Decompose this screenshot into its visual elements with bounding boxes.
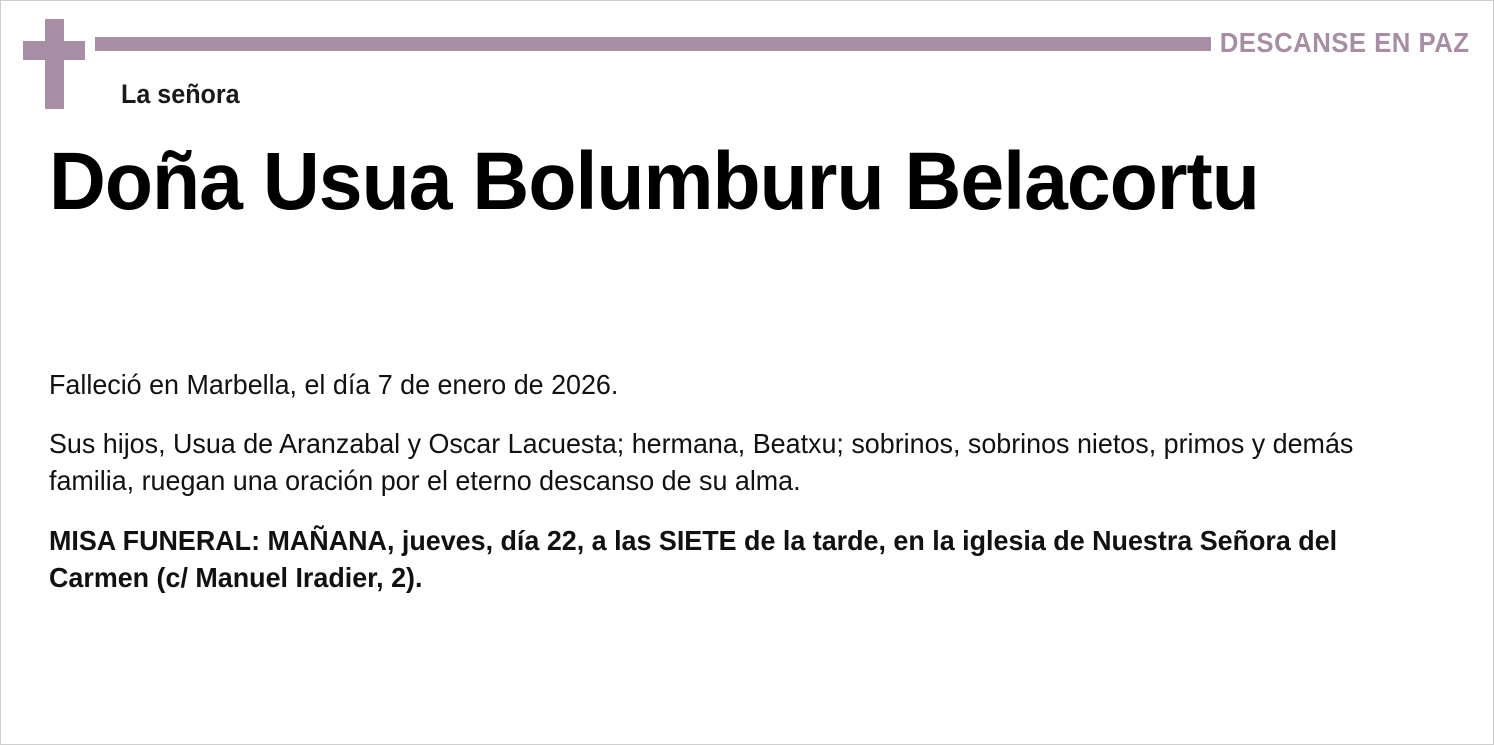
honorific-prefix: La señora [121,79,240,109]
cross-icon [23,19,85,109]
obituary-body [49,366,1438,596]
obituary-header [1,1,1493,121]
header-rule [95,37,1211,51]
rest-in-peace-text: DESCANSE EN PAZ [1219,27,1469,58]
deceased-name: Doña Usua Bolumburu Belacortu [49,136,1259,227]
obituary-paragraph-family: Sus hijos, Usua de Aranzabal y Oscar Lacuesta; hermana, Beatxu; sobrinos, sobrinos nietos, primos y demás familia, ruegan una oración por el eterno descanso de su alma. [49,428,1354,497]
obituary-paragraph-death: Falleció en Marbella, el día 7 de enero de 2026. [49,369,619,400]
obituary-paragraph-funeral: MISA FUNERAL: MAÑANA, jueves, día 22, a las SIETE de la tarde, en la iglesia de Nuestra Señora del Carmen (c/ Manuel Iradier, 2). [49,524,1338,593]
cross-horizontal-bar [23,41,85,60]
cross-vertical-bar [45,19,64,109]
